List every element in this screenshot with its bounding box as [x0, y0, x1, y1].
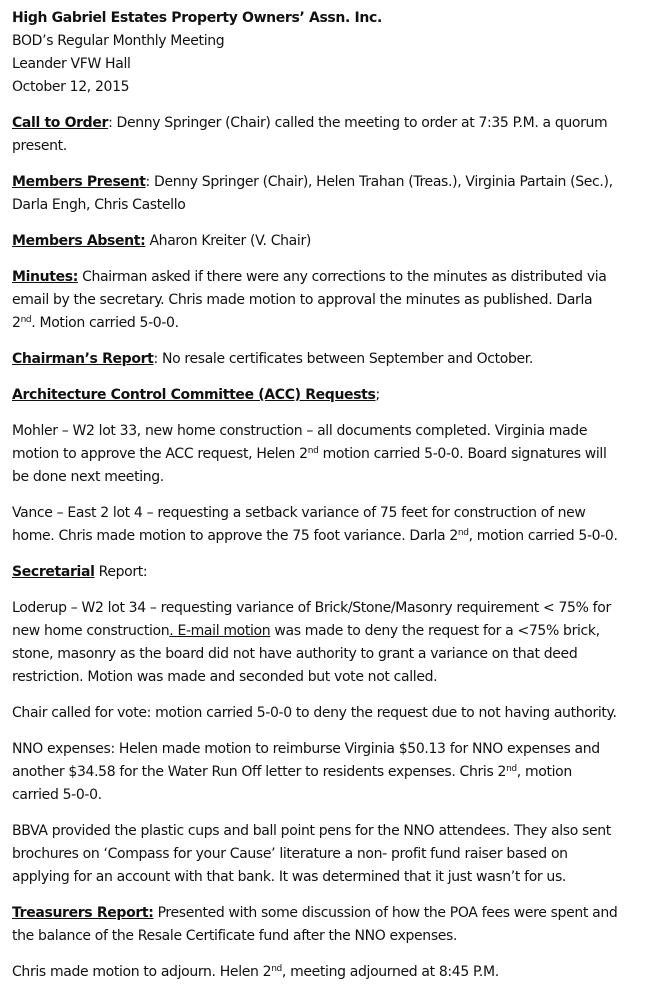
org-name: High Gabriel Estates Property Owners’ Assn. Inc. — [12, 10, 382, 26]
minutes-text: Chairman asked if there were any corrections to the minutes as distributed via — [77, 269, 607, 285]
meeting-date: October 12, 2015 — [12, 79, 130, 95]
call-to-order-text: : Denny Springer (Chair) called the meeting to order at 7:35 P.M. a quorum — [108, 115, 608, 131]
members-present-section — [12, 171, 648, 217]
acc-heading: Architecture Control Committee (ACC) Requests — [12, 387, 376, 403]
chairmans-report-section — [12, 348, 648, 371]
treasurers-report-section: Treasurers Report: Presented with some discussion of how the POA fees were spent and the balance of the Resale Certificate fund after the NNO expenses. — [12, 905, 618, 944]
call-to-order-heading: Call to Order — [12, 115, 109, 131]
adjourn-section: Chris made motion to adjourn. Helen 2nd, meeting adjourned at 8:45 P.M. — [12, 964, 499, 980]
acc-mohler-item: Mohler – W2 lot 33, new home construction – all documents completed. Virginia made motion to approve the ACC request, Helen 2nd motion carried 5-0-0. Board signatures will be done next meeting. — [12, 423, 607, 485]
document-header — [12, 7, 648, 99]
meeting-location: Leander VFW Hall — [12, 56, 131, 72]
members-present-text-cont: Darla Engh, Chris Castello — [12, 197, 186, 213]
members-absent-heading: Members Absent: — [12, 233, 146, 249]
acc-vance-item: Vance – East 2 lot 4 – requesting a setback variance of 75 feet for construction of new home. Chris made motion to approve the 75 foot variance. Darla 2nd, motion carried 5-0-0. — [12, 505, 618, 544]
acc-section: Architecture Control Committee (ACC) Requests; — [12, 387, 380, 403]
secretarial-loderup-item: Loderup – W2 lot 34 – requesting variance of Brick/Stone/Masonry requirement < 75% for new home construction. E-mail motion was made to deny the request for a <75% brick, stone, masonry as the board did not have authority to grant a variance on that deed restriction. Motion was made and seconded but vote not called. — [12, 600, 611, 685]
call-to-order-text-cont: present. — [12, 138, 67, 154]
members-present-text: : Denny Springer (Chair), Helen Trahan (Treas.), Virginia Partain (Sec.), — [145, 174, 613, 190]
meeting-type: BOD’s Regular Monthly Meeting — [12, 33, 225, 49]
chairmans-report-heading: Chairman’s Report — [12, 351, 154, 367]
minutes-text-3: 2nd. Motion carried 5-0-0. — [12, 315, 179, 331]
treasurers-report-heading: Treasurers Report: — [12, 905, 154, 921]
secretarial-heading: Secretarial — [12, 564, 95, 580]
members-present-heading: Members Present — [12, 174, 146, 190]
secretarial-section: Secretarial Report: — [12, 564, 148, 580]
call-to-order-section — [12, 112, 648, 158]
secretarial-nno-item: NNO expenses: Helen made motion to reimburse Virginia $50.13 for NNO expenses and another $34.58 for the Water Run Off letter to residents expenses. Chris 2nd, motion carried 5-0-0. — [12, 741, 600, 803]
minutes-section — [12, 266, 648, 335]
members-absent-section — [12, 230, 648, 253]
secretarial-chair-vote: Chair called for vote: motion carried 5-0-0 to deny the request due to not having authority. — [12, 705, 617, 721]
members-absent-text: Aharon Kreiter (V. Chair) — [145, 233, 311, 249]
minutes-text-2: email by the secretary. Chris made motion to approval the minutes as published. Darla — [12, 292, 593, 308]
chairmans-report-text: : No resale certificates between September and October. — [153, 351, 533, 367]
secretarial-bbva-item: BBVA provided the plastic cups and ball point pens for the NNO attendees. They also sent brochures on ‘Compass for your Cause’ literature a non- profit fund raiser based on applying for an account with that bank. It was determined that it just wasn’t for us. — [12, 823, 611, 885]
minutes-heading: Minutes: — [12, 269, 78, 285]
minutes-document — [12, 7, 648, 984]
